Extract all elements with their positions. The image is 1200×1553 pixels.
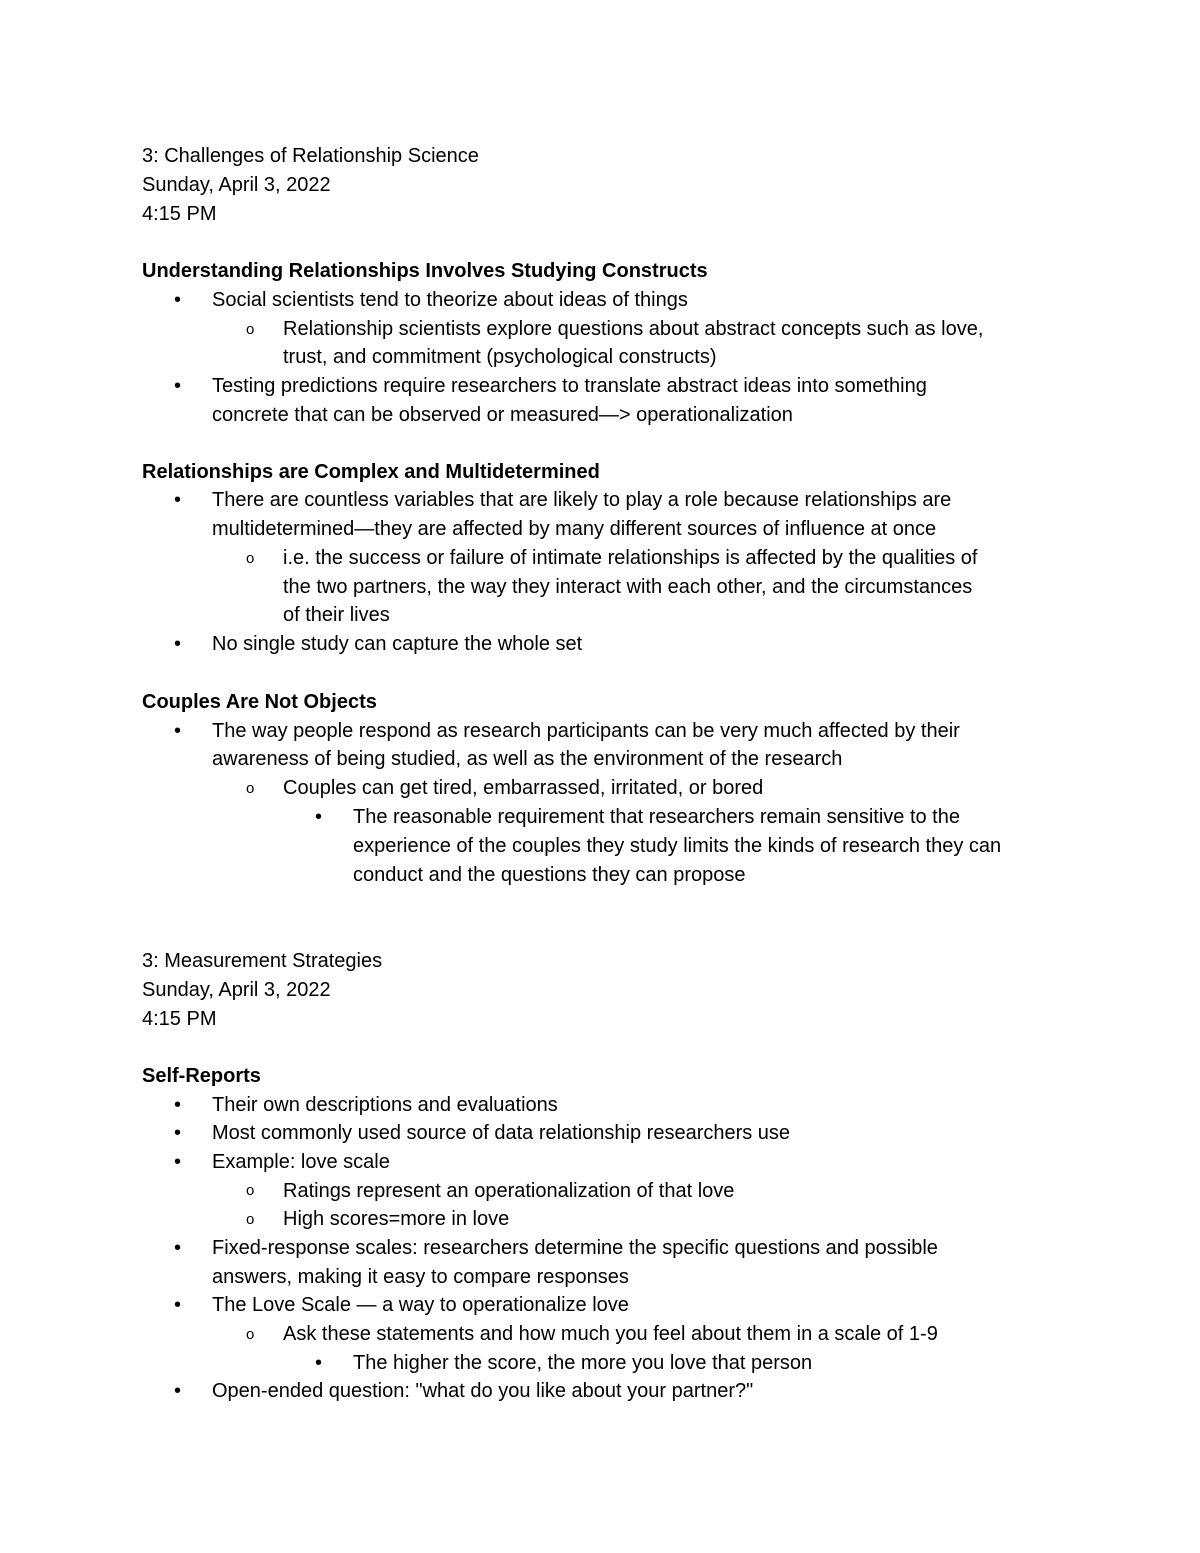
list-item: Ratings represent an operationalization of that love: [283, 1180, 735, 1202]
section-heading: Understanding Relationships Involves Studying Constructs: [142, 260, 708, 282]
section-heading: Relationships are Complex and Multidetermined: [142, 461, 600, 483]
sub-bullet-icon: o: [246, 1211, 255, 1228]
note-title: 3: Challenges of Relationship Science: [142, 145, 479, 167]
list-item-continuation: of their lives: [283, 604, 390, 626]
bullet-icon: •: [315, 806, 323, 828]
list-item-continuation: trust, and commitment (psychological constructs): [283, 346, 717, 368]
bullet-icon: •: [174, 1380, 182, 1402]
bullet-icon: •: [174, 489, 182, 511]
list-item: The higher the score, the more you love that person: [353, 1352, 813, 1374]
note-time: 4:15 PM: [142, 1008, 217, 1030]
list-item: Open-ended question: "what do you like about your partner?": [212, 1380, 754, 1402]
note-date: Sunday, April 3, 2022: [142, 174, 331, 196]
bullet-icon: •: [174, 375, 182, 397]
list-item-continuation: answers, making it easy to compare responses: [212, 1266, 629, 1288]
list-item-continuation: concrete that can be observed or measured—> operationalization: [212, 404, 793, 426]
list-item: The reasonable requirement that researchers remain sensitive to the: [353, 806, 960, 828]
list-item: Couples can get tired, embarrassed, irritated, or bored: [283, 777, 764, 799]
sub-bullet-icon: o: [246, 1182, 255, 1199]
list-item: There are countless variables that are likely to play a role because relationships are: [212, 489, 952, 511]
list-item-continuation: conduct and the questions they can propose: [353, 864, 746, 886]
note-time: 4:15 PM: [142, 203, 217, 225]
list-item-continuation: the two partners, the way they interact with each other, and the circumstances: [283, 576, 973, 598]
list-item: High scores=more in love: [283, 1208, 510, 1230]
bullet-icon: •: [174, 1094, 182, 1116]
list-item: Social scientists tend to theorize about ideas of things: [212, 289, 688, 311]
bullet-icon: •: [174, 1237, 182, 1259]
list-item: Ask these statements and how much you feel about them in a scale of 1-9: [283, 1323, 938, 1345]
note-title: 3: Measurement Strategies: [142, 950, 383, 972]
list-item: Testing predictions require researchers to translate abstract ideas into something: [212, 375, 927, 397]
list-item: Fixed-response scales: researchers determine the specific questions and possible: [212, 1237, 938, 1259]
sub-bullet-icon: o: [246, 1326, 255, 1343]
sub-bullet-icon: o: [246, 780, 255, 797]
sub-bullet-icon: o: [246, 321, 255, 338]
list-item: No single study can capture the whole set: [212, 633, 583, 655]
list-item: i.e. the success or failure of intimate relationships is affected by the qualities of: [283, 547, 978, 569]
section-heading: Self-Reports: [142, 1065, 261, 1087]
list-item-continuation: awareness of being studied, as well as the environment of the research: [212, 748, 843, 770]
list-item: The Love Scale — a way to operationalize love: [212, 1294, 629, 1316]
bullet-icon: •: [174, 289, 182, 311]
bullet-icon: •: [174, 1122, 182, 1144]
note-date: Sunday, April 3, 2022: [142, 979, 331, 1001]
bullet-icon: •: [315, 1352, 323, 1374]
bullet-icon: •: [174, 633, 182, 655]
list-item: Relationship scientists explore questions about abstract concepts such as love,: [283, 318, 984, 340]
list-item: Example: love scale: [212, 1151, 390, 1173]
list-item: Most commonly used source of data relationship researchers use: [212, 1122, 791, 1144]
list-item-continuation: multidetermined—they are affected by many different sources of influence at once: [212, 518, 937, 540]
bullet-icon: •: [174, 1151, 182, 1173]
list-item: The way people respond as research participants can be very much affected by their: [212, 720, 960, 742]
bullet-icon: •: [174, 720, 182, 742]
list-item-continuation: experience of the couples they study limits the kinds of research they can: [353, 835, 1002, 857]
section-heading: Couples Are Not Objects: [142, 691, 377, 713]
list-item: Their own descriptions and evaluations: [212, 1094, 558, 1116]
sub-bullet-icon: o: [246, 550, 255, 567]
bullet-icon: •: [174, 1294, 182, 1316]
